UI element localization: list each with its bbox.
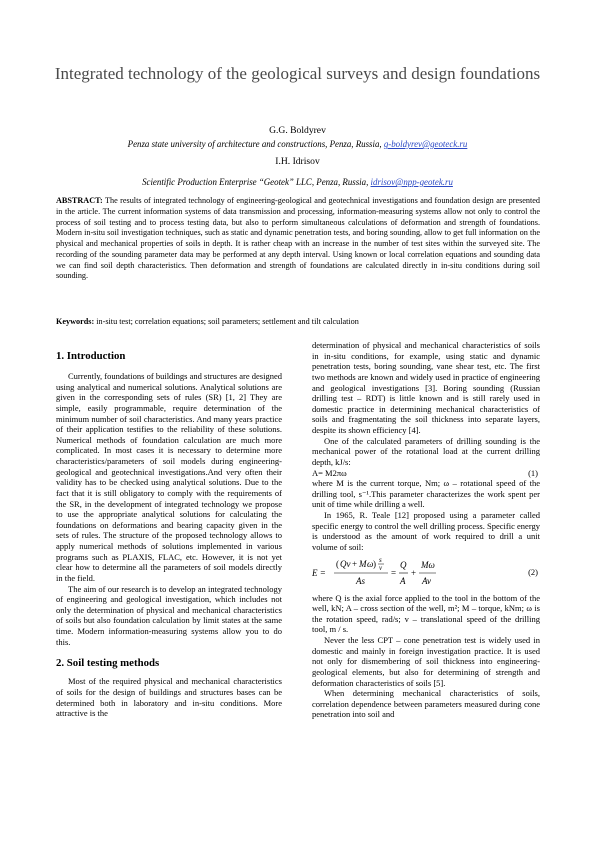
- svg-text:M: M: [359, 558, 367, 569]
- author-affiliation-1: [0, 138, 595, 150]
- keywords-text: in-situ test; correlation equations; soil parameters; settlement and tilt calculation: [96, 317, 359, 326]
- svg-text:(: (: [336, 558, 339, 569]
- author-email-2[interactable]: idrisov@npp-geotek.ru: [370, 177, 453, 187]
- abstract: [56, 196, 540, 282]
- keywords: [56, 316, 540, 327]
- specific-energy-formula: [312, 555, 462, 591]
- right-paragraph-4: In 1965, R. Teale [12] proposed using a parameter called specific energy to control the well drilling process. Specific energy is understood as the amount of work required to drill a unit volume of soil:: [312, 510, 540, 552]
- soil-paragraph-1: Most of the required physical and mechanical characteristics of soils for the design of buildings and structures bases can be determined both in laboratory and in-situ conditions. More attractive is the: [56, 676, 282, 719]
- left-column: [56, 340, 282, 719]
- svg-text:+: +: [411, 567, 417, 578]
- svg-text:): ): [373, 558, 376, 569]
- svg-text:E =: E =: [312, 567, 326, 578]
- svg-text:s: s: [379, 555, 382, 564]
- abstract-text: The results of integrated technology of engineering-geological and geotechnical investigations and foundation design are presented in the article. The current information systems of data transmission and processing, information-measuring systems allow not only to control the process of soil testing and to process testing data, but also to perform simultaneous calculations of deformation and strength of foundations. Modern in-situ soil investigation techniques, such as static and dynamic penetration tests, and boring sounding, allow to get full information on the physical and mechanical properties of soils in depth. It is rather cheap with an increase in the number of test sites within the surveyed site. The recording of the sounding parameter data may be performed at any depth interval. Using known or local correlation equations and sounding data we can find soil depth characteristics. Then deformation and strength of foundations are calculated directly in in-situ conditions during soil sounding.: [56, 196, 540, 281]
- right-paragraph-7: When determining mechanical characteristics of soils, correlation dependence between parameters measured during cone penetration into soil and: [312, 688, 540, 720]
- svg-text:+: +: [352, 558, 358, 569]
- abstract-label: ABSTRACT:: [56, 196, 103, 205]
- svg-text:Mω: Mω: [421, 559, 435, 570]
- svg-text:Qv: Qv: [340, 558, 351, 569]
- svg-text:Av: Av: [422, 575, 431, 586]
- affiliation-text-2: Scientific Production Enterprise “Geotek” LLC, Penza, Russia,: [142, 177, 371, 187]
- intro-paragraph-1: Currently, foundations of buildings and structures are designed using analytical and numerical solutions. Analytical solutions are given in the corresponding sets of rules (SR) [1, 2] They are simple, easily programmable, require determination of the minimum number of soil characteristics. And many years practice of their application testifies to the reliability of these solutions. Numerical methods of foundation calculation are much more complicated. In most cases it is necessary to determine more characteristics/parameters of soil models during engineering-geological and geotechnical investigations.And very often their validity has to be checked using analytical solutions. Due to the fact that it is still obligatory to comply with the requirements of the SR, in the development of integrated technology we propose to use the appropriate analytical solutions for calculating the foundations on deformations and bearing capacity given in the sets of rules. The structure of the proposed technology allows to apply numerical methods of solutions implemented in various programs such as PLAXIS, FLAC, etc. However, it is not yet clear how to determine all the parameters of soil models directly in the field.: [56, 371, 282, 583]
- equation-1: [312, 468, 540, 479]
- section-heading-introduction: 1. Introduction: [56, 350, 126, 362]
- svg-text:As: As: [356, 575, 365, 586]
- svg-text:ω: ω: [367, 558, 374, 569]
- svg-text:v: v: [379, 563, 383, 572]
- equation-2-number: (2): [528, 567, 538, 578]
- equation-1-number: (1): [528, 467, 538, 478]
- right-column: [312, 340, 540, 720]
- author-name-1: G.G. Boldyrev: [269, 125, 326, 136]
- equation-1-formula: A= M2πω: [312, 467, 347, 478]
- svg-text:A: A: [400, 575, 406, 586]
- author-email-1[interactable]: g-boldyrev@geoteck.ru: [383, 139, 468, 149]
- svg-text:=: =: [391, 567, 397, 578]
- svg-text:Q: Q: [400, 559, 407, 570]
- author-affiliation-2: [0, 176, 595, 188]
- intro-paragraph-2: The aim of our research is to develop an integrated technology of engineering and geological investigation, which includes not only the determination of physical and mechanical characteristics of soils but also foundation calculation by limit states at the same time. Modern information-measuring systems allow you to do this.: [56, 583, 282, 647]
- author-name-2: I.H. Idrisov: [275, 156, 320, 167]
- paper-title: Integrated technology of the geological surveys and design foundations: [54, 64, 541, 83]
- right-paragraph-2: One of the calculated parameters of drilling sounding is the mechanical power of the rotational load at the current drilling depth, kJ/s:: [312, 435, 540, 467]
- right-paragraph-5: where Q is the axial force applied to the tool in the bottom of the well, kN; A – cross section of the well, m²; M – torque, kNm; ω is the rotation speed, rad/s; v – translational speed of the drilling tool, m / s.: [312, 592, 540, 635]
- right-paragraph-6: Never the less CPT – cone penetration test is widely used in domestic and mainly in foreign investigation practice. It is used not only for dismembering of soil thickness into engineering-geological elements, but also for determining of strength and deformation characteristics of soils [5].: [312, 635, 540, 688]
- equation-2: [312, 555, 540, 591]
- affiliation-text-1: Penza state university of architecture and constructions, Penza, Russia,: [127, 139, 384, 149]
- right-paragraph-3: where M is the current torque, Nm; ω – rotational speed of the drilling tool, s⁻¹.This parameter characterizes the work spent per unit of time while drilling a well.: [312, 478, 540, 510]
- section-heading-soil-testing: 2. Soil testing methods: [56, 657, 160, 670]
- right-paragraph-1: determination of physical and mechanical characteristics of soils in in-situ conditions, for example, using static and dynamic penetration tests, boring sounding, vane shear test, etc. The first two methods are known and widely used in practice of engineering and geological investigations [3]. Boring sounding (Russian drilling test – RDT) is little known and is still rarely used in domestic practice in determining mechanical characteristics of soils and fragmentating the soil thickness into separate layers, despite its shown efficiency [4].: [312, 340, 541, 435]
- keywords-label: Keywords:: [56, 317, 95, 326]
